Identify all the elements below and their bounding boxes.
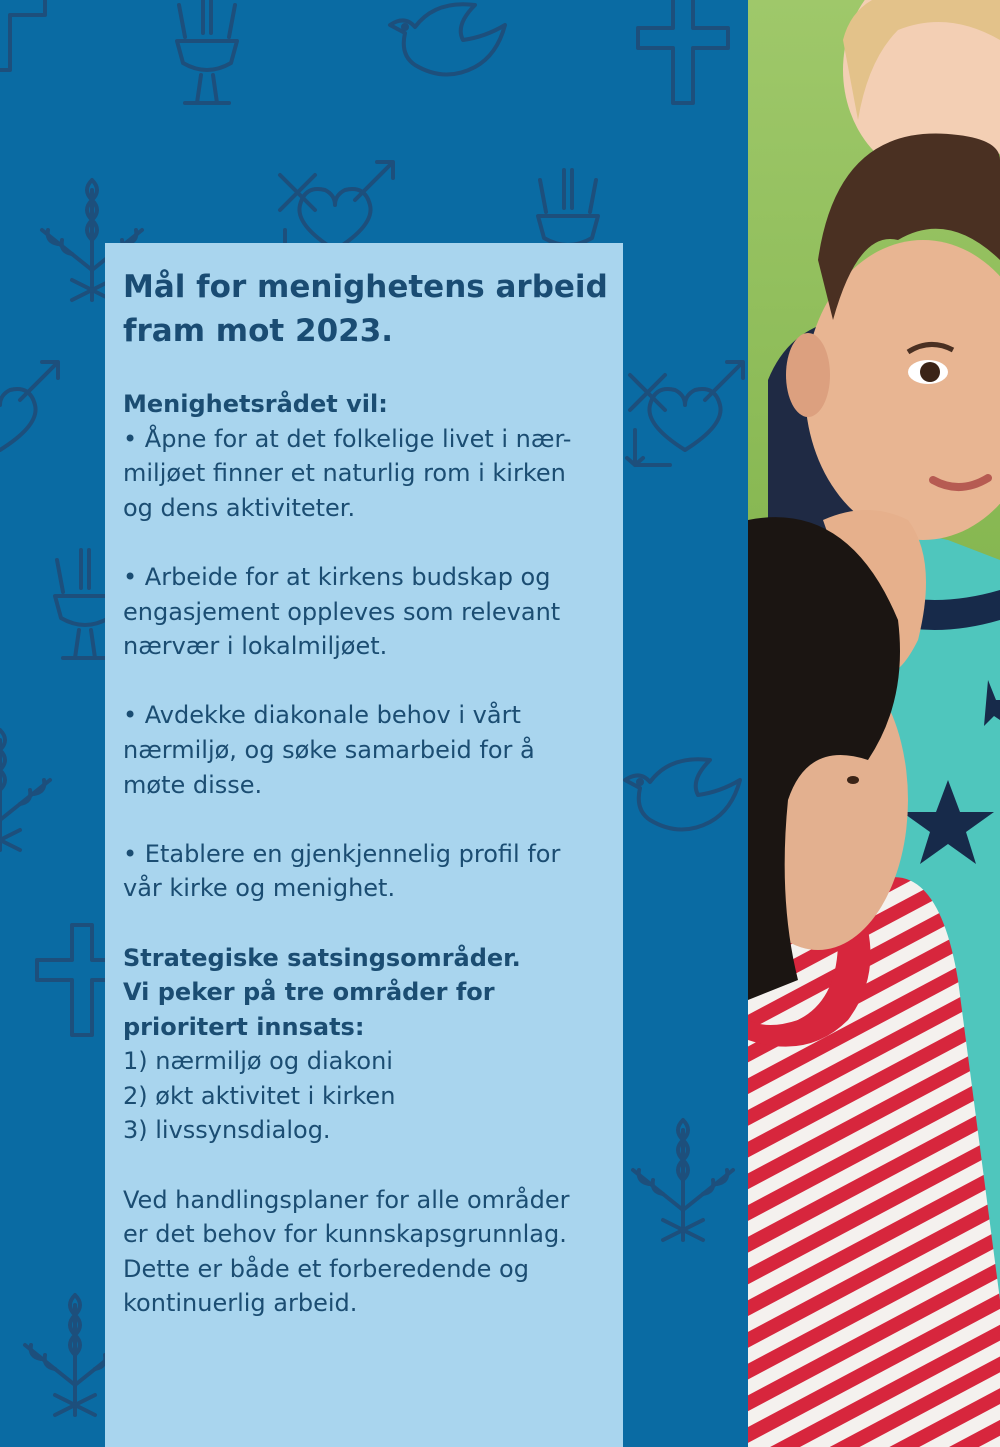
closing-line: Dette er både et forberedende og — [123, 1254, 529, 1283]
goal-line: • Åpne for at det folkelige livet i nær- — [123, 424, 572, 453]
goal-line: • Etablere en gjenkjennelig profil for — [123, 839, 561, 868]
goal-line: nærmiljø, og søke samarbeid for å — [123, 735, 535, 764]
goal-line: vår kirke og menighet. — [123, 874, 396, 903]
title-line: Mål for menighetens arbeid — [123, 269, 608, 305]
goals-panel — [105, 243, 623, 1447]
goal-line: engasjement oppleves som relevant — [123, 597, 561, 626]
closing-line: kontinuerlig arbeid. — [123, 1289, 358, 1318]
strategy-item: 1) nærmiljø og diakoni — [123, 1047, 393, 1076]
goal-line: miljøet finner et naturlig rom i kirken — [123, 459, 566, 488]
goal-line: møte disse. — [123, 770, 263, 799]
goal-line: og dens aktiviteter. — [123, 493, 356, 522]
panel-content — [123, 265, 608, 1321]
council-heading: Menighetsrådet vil: — [123, 390, 388, 418]
children-outdoors-illustration — [748, 0, 1000, 1447]
closing-line: Ved handlingsplaner for alle områder — [123, 1185, 570, 1214]
strategy-item: 3) livssynsdialog. — [123, 1116, 331, 1145]
strategy-heading: Vi peker på tre områder for — [123, 978, 495, 1007]
body-text — [123, 387, 608, 1321]
strategy-heading: Strategiske satsingsområder. — [123, 943, 521, 972]
children-photo — [748, 0, 1000, 1447]
goal-line: • Arbeide for at kirkens budskap og — [123, 562, 551, 591]
page-title — [123, 265, 608, 353]
goal-line: nærvær i lokalmiljøet. — [123, 632, 388, 661]
closing-line: er det behov for kunnskapsgrunnlag. — [123, 1220, 567, 1249]
strategy-heading: prioritert innsats: — [123, 1012, 365, 1041]
goal-line: • Avdekke diakonale behov i vårt — [123, 701, 521, 730]
strategy-item: 2) økt aktivitet i kirken — [123, 1081, 396, 1110]
title-line: fram mot 2023. — [123, 313, 394, 349]
